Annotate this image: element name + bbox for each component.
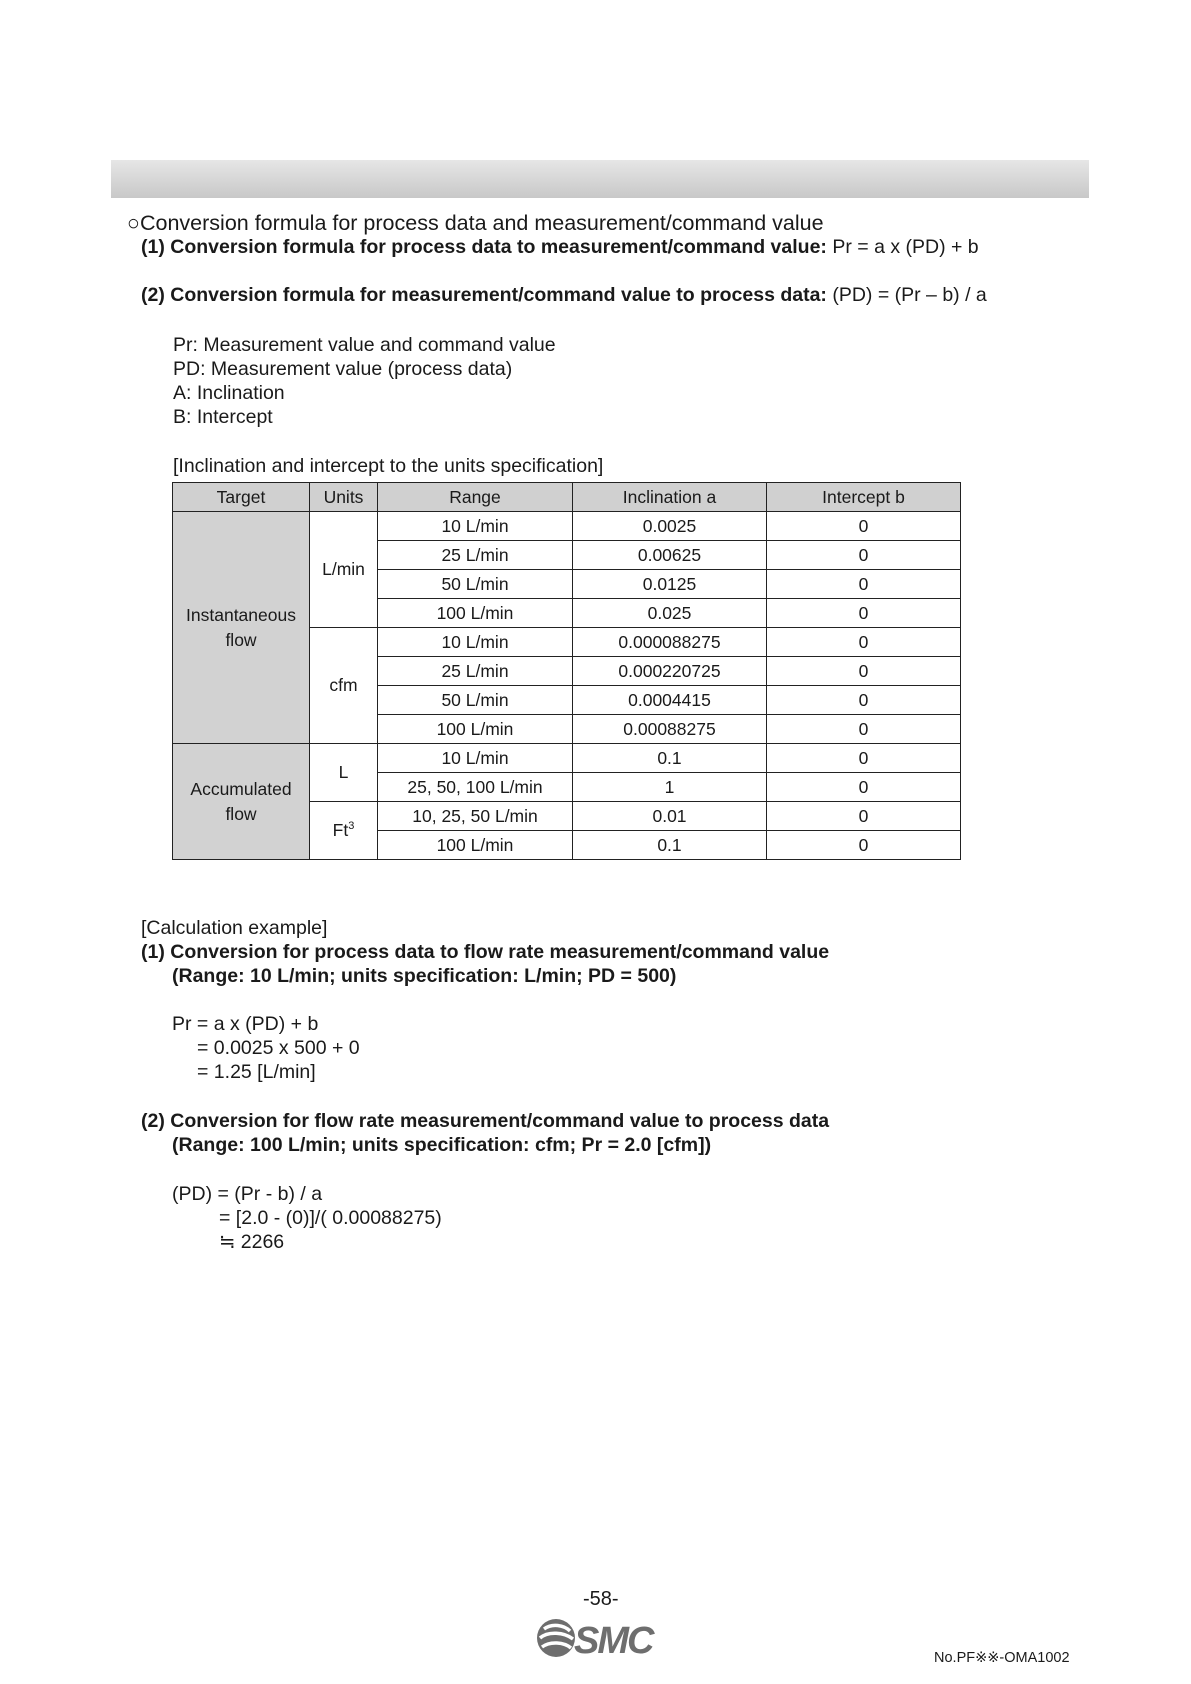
intercept-cell: 0 [767, 628, 961, 657]
intercept-cell: 0 [767, 802, 961, 831]
range-cell: 100 L/min [378, 831, 573, 860]
inclination-cell: 0.00088275 [573, 715, 767, 744]
definition-b: B: Intercept [173, 406, 273, 428]
calc-1-line: = 0.0025 x 500 + 0 [197, 1037, 360, 1059]
formula-1-label: (1) Conversion formula for process data to measurement/command value: [141, 236, 827, 258]
smc-logo [536, 1614, 666, 1662]
target-instantaneous-flow [173, 512, 310, 744]
target-label: Instantaneous [186, 605, 296, 625]
header-band [111, 160, 1089, 198]
document-number: No.PF※※-OMA1002 [934, 1650, 1070, 1666]
header-units: Units [310, 483, 378, 512]
intercept-cell: 0 [767, 657, 961, 686]
definitions-list [173, 334, 556, 430]
calc-example-2-steps [172, 1183, 442, 1255]
intercept-cell: 0 [767, 831, 961, 860]
intercept-cell: 0 [767, 686, 961, 715]
units-ft-superscript: 3 [348, 820, 355, 833]
range-cell: 10 L/min [378, 628, 573, 657]
header-target: Target [173, 483, 310, 512]
formula-1-expr: Pr = a x (PD) + b [826, 236, 979, 258]
calc-example-1-steps [172, 1013, 360, 1085]
inclination-cell: 0.0004415 [573, 686, 767, 715]
range-cell: 25 L/min [378, 657, 573, 686]
range-cell: 10, 25, 50 L/min [378, 802, 573, 831]
target-accumulated-flow [173, 744, 310, 860]
range-cell: 100 L/min [378, 599, 573, 628]
target-label: flow [225, 629, 257, 650]
calc-2-line: = [2.0 - (0)]/( 0.00088275) [219, 1207, 442, 1229]
section-title: ○Conversion formula for process data and measurement/command value [127, 211, 824, 235]
formula-1 [141, 236, 979, 259]
units-cfm: cfm [310, 628, 378, 744]
range-cell: 25 L/min [378, 541, 573, 570]
definition-pr: Pr: Measurement value and command value [173, 334, 556, 356]
calc-1-line: Pr = a x (PD) + b [172, 1013, 319, 1035]
target-label: flow [225, 803, 257, 824]
intercept-cell: 0 [767, 512, 961, 541]
intercept-cell: 0 [767, 715, 961, 744]
inclination-cell: 1 [573, 773, 767, 802]
inclination-cell: 0.000088275 [573, 628, 767, 657]
calc-example-2-title: (2) Conversion for flow rate measurement/command value to process data [141, 1110, 830, 1132]
range-cell: 25, 50, 100 L/min [378, 773, 573, 802]
table-row [173, 512, 961, 541]
header-inclination: Inclination a [573, 483, 767, 512]
header-intercept: Intercept b [767, 483, 961, 512]
target-label: Accumulated [190, 779, 292, 799]
calc-2-line: ≒ 2266 [219, 1231, 285, 1253]
formula-2-expr: (PD) = (Pr – b) / a [826, 284, 987, 306]
units-l: L [310, 744, 378, 802]
calc-2-line: (PD) = (Pr - b) / a [172, 1183, 323, 1205]
calc-example-title: [Calculation example] [141, 917, 328, 939]
page-number: -58- [583, 1588, 619, 1610]
definition-pd: PD: Measurement value (process data) [173, 358, 513, 380]
intercept-cell: 0 [767, 570, 961, 599]
inclination-cell: 0.0125 [573, 570, 767, 599]
inclination-cell: 0.01 [573, 802, 767, 831]
intercept-cell: 0 [767, 773, 961, 802]
range-cell: 100 L/min [378, 715, 573, 744]
units-lmin: L/min [310, 512, 378, 628]
units-spec-table [172, 482, 961, 860]
units-ft3 [310, 802, 378, 860]
range-cell: 10 L/min [378, 512, 573, 541]
calc-example-1-title: (1) Conversion for process data to flow rate measurement/command value [141, 941, 830, 963]
table-header-row [173, 483, 961, 512]
inclination-cell: 0.00625 [573, 541, 767, 570]
formula-2 [141, 284, 987, 307]
range-cell: 50 L/min [378, 686, 573, 715]
inclination-cell: 0.1 [573, 744, 767, 773]
intercept-cell: 0 [767, 599, 961, 628]
svg-text:SMC: SMC [574, 1620, 653, 1662]
table-caption: [Inclination and intercept to the units specification] [173, 455, 604, 477]
units-ft-label: Ft [332, 820, 349, 840]
range-cell: 50 L/min [378, 570, 573, 599]
calc-example-2-subtitle: (Range: 100 L/min; units specification: cfm; Pr = 2.0 [cfm]) [172, 1134, 712, 1156]
header-range: Range [378, 483, 573, 512]
intercept-cell: 0 [767, 541, 961, 570]
inclination-cell: 0.000220725 [573, 657, 767, 686]
inclination-cell: 0.0025 [573, 512, 767, 541]
range-cell: 10 L/min [378, 744, 573, 773]
formula-2-label: (2) Conversion formula for measurement/command value to process data: [141, 284, 827, 306]
intercept-cell: 0 [767, 744, 961, 773]
calc-example-1-subtitle: (Range: 10 L/min; units specification: L/min; PD = 500) [172, 965, 677, 987]
table-row [173, 744, 961, 773]
inclination-cell: 0.025 [573, 599, 767, 628]
calc-1-line: = 1.25 [L/min] [197, 1061, 316, 1083]
inclination-cell: 0.1 [573, 831, 767, 860]
definition-a: A: Inclination [173, 382, 285, 404]
